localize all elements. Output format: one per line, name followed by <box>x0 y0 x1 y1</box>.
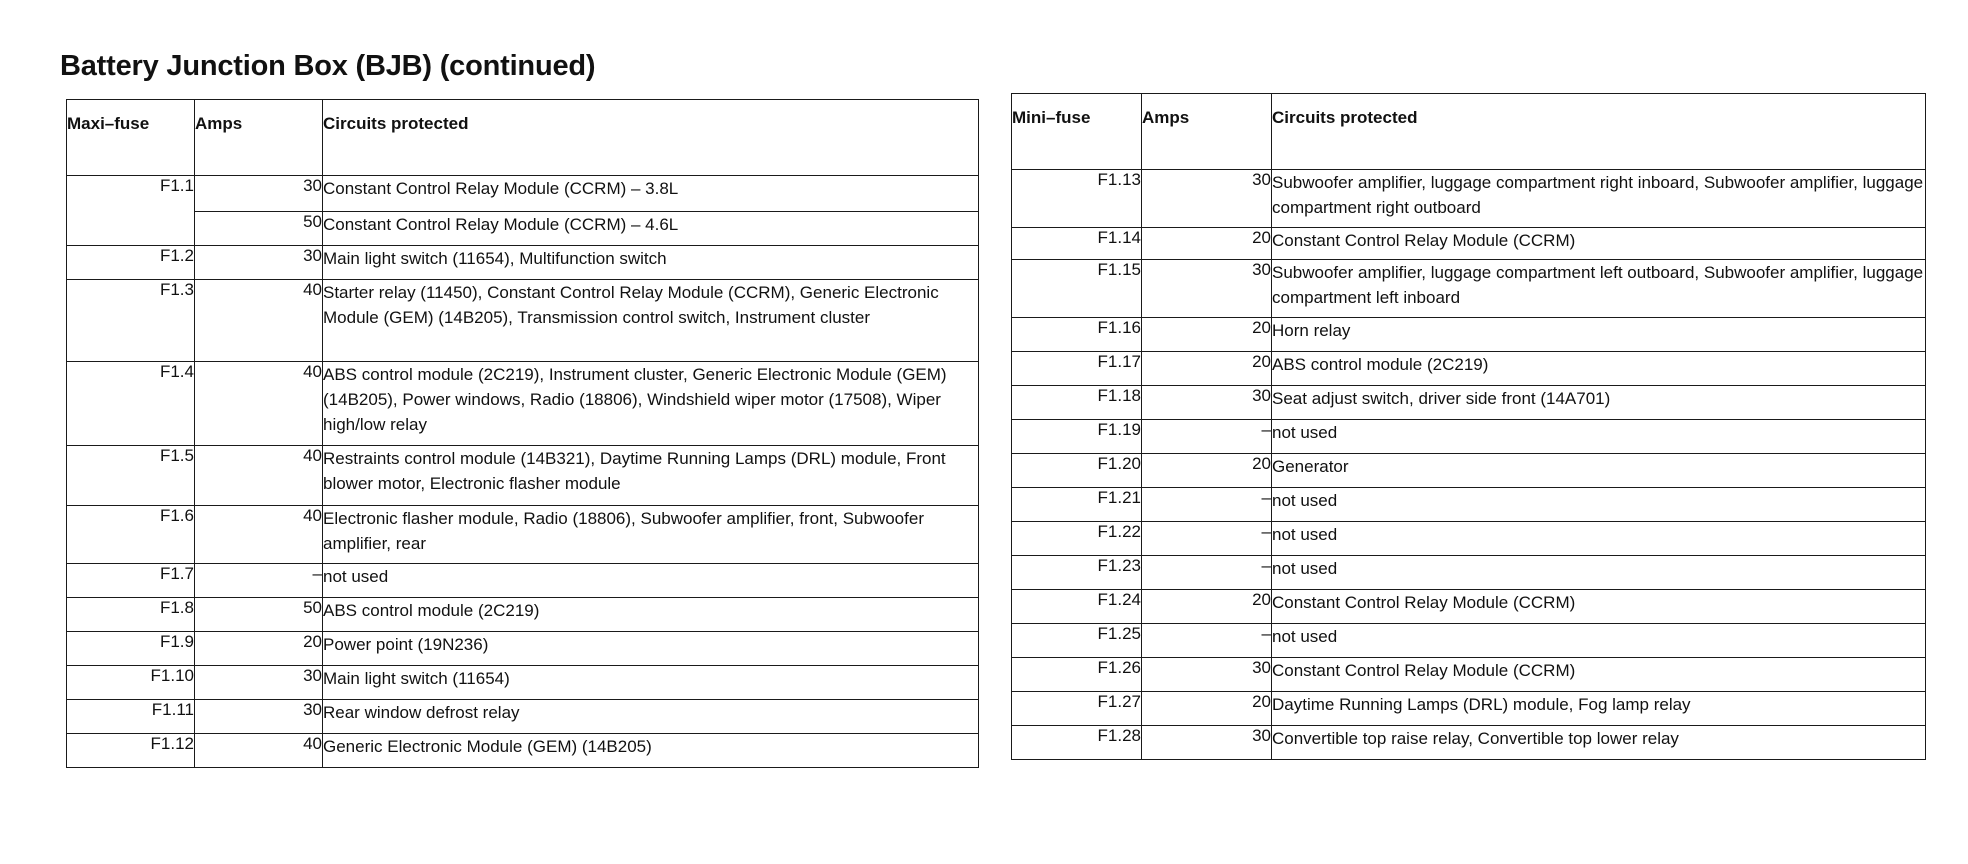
table-row <box>1012 318 1926 352</box>
circuits-cell: Electronic flasher module, Radio (18806), Subwoofer amplifier, front, Subwoofer amplifier, rear <box>323 506 979 564</box>
circuits-cell: ABS control module (2C219), Instrument cluster, Generic Electronic Module (GEM) (14B205), Power windows, Radio (18806), Windshield wiper motor (17508), Wiper high/low relay <box>323 362 979 446</box>
circuits-cell: Constant Control Relay Module (CCRM) <box>1272 590 1926 624</box>
amps-cell: 30 <box>1142 260 1272 318</box>
circuits-cell: Subwoofer amplifier, luggage compartment right inboard, Subwoofer amplifier, luggage compartment right outboard <box>1272 170 1926 228</box>
circuits-cell: Power point (19N236) <box>323 632 979 666</box>
table-header-row <box>67 100 979 176</box>
amps-cell: 30 <box>195 700 323 734</box>
fuse-cell: F1.7 <box>67 564 195 598</box>
table-row <box>67 362 979 446</box>
amps-cell: 40 <box>195 506 323 564</box>
fuse-cell: F1.1 <box>67 176 195 246</box>
amps-cell: 20 <box>1142 590 1272 624</box>
table-row <box>1012 658 1926 692</box>
amps-cell: 20 <box>1142 692 1272 726</box>
fuse-cell: F1.13 <box>1012 170 1142 228</box>
table-row <box>67 666 979 700</box>
amps-cell: 20 <box>1142 228 1272 260</box>
table-row <box>1012 522 1926 556</box>
fuse-cell: F1.25 <box>1012 624 1142 658</box>
fuse-cell: F1.11 <box>67 700 195 734</box>
table-row <box>1012 386 1926 420</box>
mini-fuse-table <box>1011 93 1926 760</box>
table-row <box>67 280 979 362</box>
amps-cell: 50 <box>195 212 323 246</box>
amps-cell: 20 <box>195 632 323 666</box>
table-row <box>1012 556 1926 590</box>
circuits-cell: Convertible top raise relay, Convertible top lower relay <box>1272 726 1926 760</box>
table-row <box>67 176 979 212</box>
circuits-cell: Subwoofer amplifier, luggage compartment left outboard, Subwoofer amplifier, luggage compartment left inboard <box>1272 260 1926 318</box>
circuits-cell: Horn relay <box>1272 318 1926 352</box>
circuits-cell: Main light switch (11654) <box>323 666 979 700</box>
circuits-cell: Daytime Running Lamps (DRL) module, Fog lamp relay <box>1272 692 1926 726</box>
amps-cell: – <box>1142 420 1272 454</box>
table-row <box>1012 726 1926 760</box>
circuits-cell: not used <box>1272 556 1926 590</box>
amps-cell: 30 <box>1142 658 1272 692</box>
fuse-cell: F1.9 <box>67 632 195 666</box>
circuits-cell: ABS control module (2C219) <box>323 598 979 632</box>
fuse-cell: F1.26 <box>1012 658 1142 692</box>
fuse-cell: F1.21 <box>1012 488 1142 522</box>
table-header-row <box>1012 94 1926 170</box>
fuse-cell: F1.19 <box>1012 420 1142 454</box>
fuse-cell: F1.5 <box>67 446 195 506</box>
amps-cell: 40 <box>195 280 323 362</box>
fuse-cell: F1.24 <box>1012 590 1142 624</box>
circuits-cell: Restraints control module (14B321), Daytime Running Lamps (DRL) module, Front blower motor, Electronic flasher module <box>323 446 979 506</box>
fuse-cell: F1.22 <box>1012 522 1142 556</box>
table-row <box>1012 624 1926 658</box>
amps-cell: 40 <box>195 734 323 768</box>
amps-cell: – <box>1142 522 1272 556</box>
circuits-cell: ABS control module (2C219) <box>1272 352 1926 386</box>
circuits-cell: Main light switch (11654), Multifunction switch <box>323 246 979 280</box>
fuse-cell: F1.20 <box>1012 454 1142 488</box>
circuits-cell: Rear window defrost relay <box>323 700 979 734</box>
table-row <box>1012 170 1926 228</box>
table-row <box>1012 260 1926 318</box>
circuits-cell: Constant Control Relay Module (CCRM) <box>1272 228 1926 260</box>
amps-cell: – <box>1142 488 1272 522</box>
circuits-cell: Generic Electronic Module (GEM) (14B205) <box>323 734 979 768</box>
amps-cell: 30 <box>195 246 323 280</box>
header-circuits: Circuits protected <box>323 100 979 176</box>
circuits-cell: Constant Control Relay Module (CCRM) – 4.6L <box>323 212 979 246</box>
header-fuse: Maxi–fuse <box>67 100 195 176</box>
amps-cell: – <box>1142 556 1272 590</box>
circuits-cell: not used <box>1272 624 1926 658</box>
fuse-cell: F1.18 <box>1012 386 1142 420</box>
circuits-cell: Starter relay (11450), Constant Control Relay Module (CCRM), Generic Electronic Module (GEM) (14B205), Transmission control switch, Instrument cluster <box>323 280 979 362</box>
amps-cell: – <box>1142 624 1272 658</box>
fuse-cell: F1.12 <box>67 734 195 768</box>
table-row <box>1012 488 1926 522</box>
table-row <box>1012 352 1926 386</box>
table-row <box>1012 420 1926 454</box>
fuse-cell: F1.3 <box>67 280 195 362</box>
amps-cell: 30 <box>1142 726 1272 760</box>
fuse-cell: F1.10 <box>67 666 195 700</box>
header-amps: Amps <box>1142 94 1272 170</box>
table-row <box>1012 692 1926 726</box>
amps-cell: 20 <box>1142 318 1272 352</box>
table-row <box>67 632 979 666</box>
fuse-cell: F1.27 <box>1012 692 1142 726</box>
table-row <box>67 212 979 246</box>
fuse-cell: F1.23 <box>1012 556 1142 590</box>
table-row <box>67 700 979 734</box>
fuse-cell: F1.28 <box>1012 726 1142 760</box>
circuits-cell: Constant Control Relay Module (CCRM) – 3.8L <box>323 176 979 212</box>
table-row <box>67 734 979 768</box>
maxi-fuse-table <box>66 99 979 768</box>
circuits-cell: not used <box>1272 488 1926 522</box>
fuse-cell: F1.14 <box>1012 228 1142 260</box>
fuse-cell: F1.4 <box>67 362 195 446</box>
header-circuits: Circuits protected <box>1272 94 1926 170</box>
circuits-cell: not used <box>1272 420 1926 454</box>
fuse-cell: F1.6 <box>67 506 195 564</box>
amps-cell: 30 <box>1142 386 1272 420</box>
table-row <box>1012 228 1926 260</box>
circuits-cell: Generator <box>1272 454 1926 488</box>
circuits-cell: not used <box>1272 522 1926 556</box>
amps-cell: 30 <box>195 176 323 212</box>
circuits-cell: Constant Control Relay Module (CCRM) <box>1272 658 1926 692</box>
fuse-cell: F1.8 <box>67 598 195 632</box>
fuse-cell: F1.2 <box>67 246 195 280</box>
fuse-cell: F1.15 <box>1012 260 1142 318</box>
amps-cell: 20 <box>1142 352 1272 386</box>
header-fuse: Mini–fuse <box>1012 94 1142 170</box>
amps-cell: 50 <box>195 598 323 632</box>
circuits-cell: not used <box>323 564 979 598</box>
table-row <box>67 564 979 598</box>
fuse-cell: F1.16 <box>1012 318 1142 352</box>
table-row <box>67 506 979 564</box>
amps-cell: – <box>195 564 323 598</box>
fuse-cell: F1.17 <box>1012 352 1142 386</box>
header-amps: Amps <box>195 100 323 176</box>
amps-cell: 40 <box>195 362 323 446</box>
table-row <box>67 446 979 506</box>
amps-cell: 40 <box>195 446 323 506</box>
amps-cell: 20 <box>1142 454 1272 488</box>
table-row <box>1012 454 1926 488</box>
table-row <box>67 246 979 280</box>
amps-cell: 30 <box>195 666 323 700</box>
circuits-cell: Seat adjust switch, driver side front (14A701) <box>1272 386 1926 420</box>
amps-cell: 30 <box>1142 170 1272 228</box>
page-title: Battery Junction Box (BJB) (continued) <box>60 50 596 82</box>
table-row <box>1012 590 1926 624</box>
table-row <box>67 598 979 632</box>
